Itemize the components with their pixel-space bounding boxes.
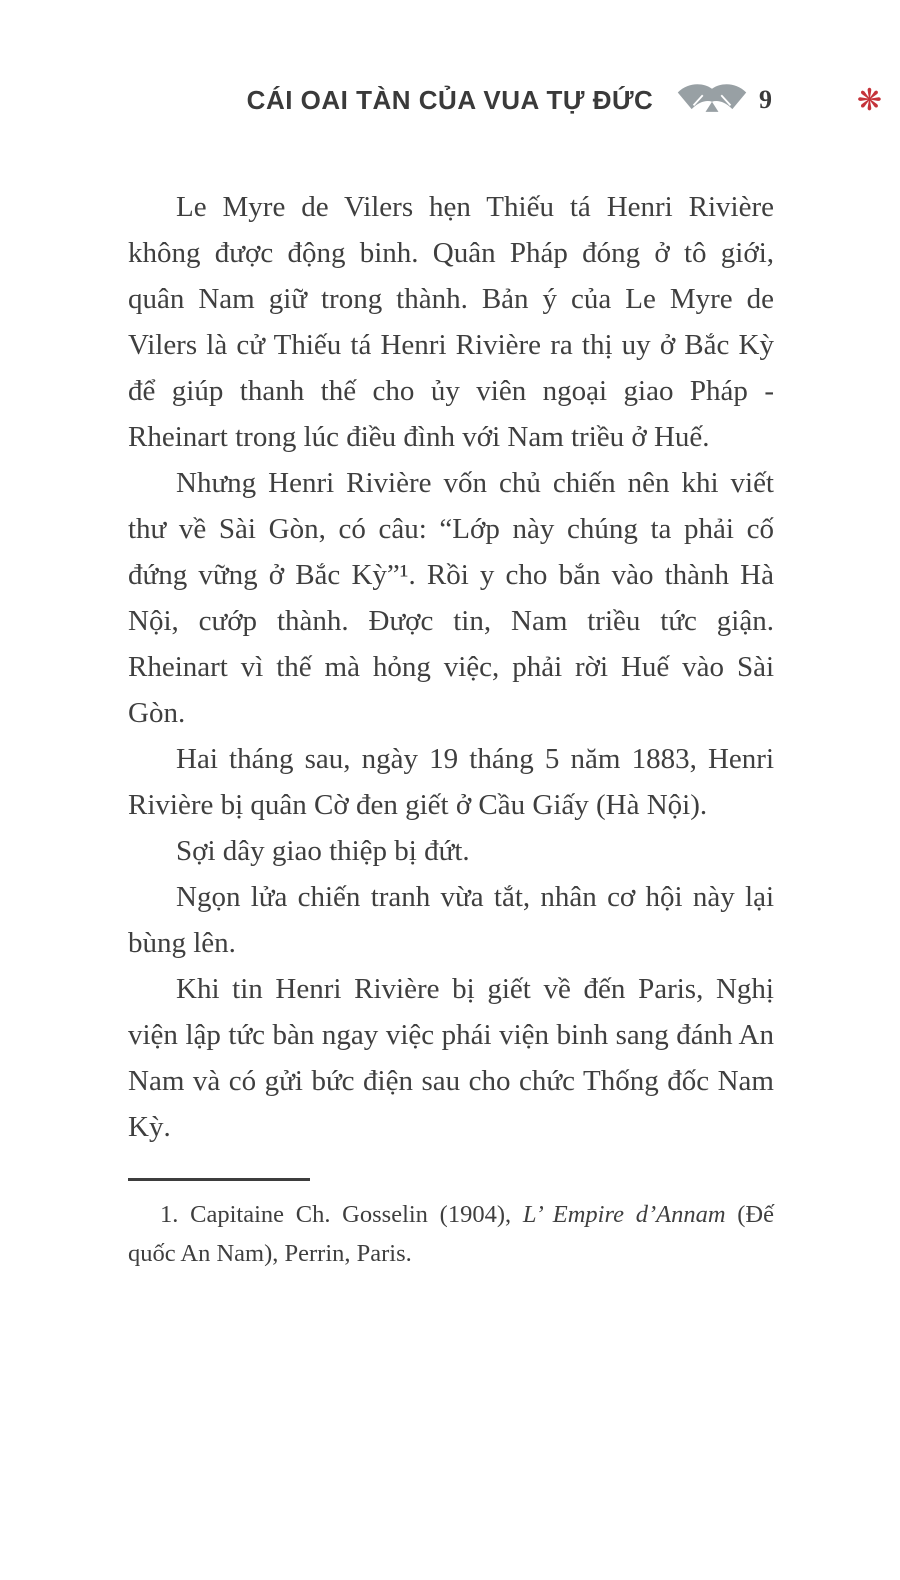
- paragraph: Nhưng Henri Rivière vốn chủ chiến nên khi viết thư về Sài Gòn, có câu: “Lớp này chúng ta phải cố đứng vững ở Bắc Kỳ”¹. Rồi y cho bắn vào thành Hà Nội, cướp thành. Được tin, Nam triều tức giận. Rheinart vì thế mà hỏng việc, phải rời Huế vào Sài Gòn.: [128, 467, 774, 729]
- footnote-suffix: (Đế quốc An Nam), Perrin, Paris.: [128, 1201, 774, 1267]
- book-page: [0, 80, 900, 1580]
- footnote-section: [128, 1178, 774, 1273]
- page-number: 9: [759, 85, 772, 114]
- paragraph: Ngọn lửa chiến tranh vừa tắt, nhân cơ hội này lại bùng lên.: [128, 881, 774, 959]
- paragraph: Le Myre de Vilers hẹn Thiếu tá Henri Rivière không được động binh. Quân Pháp đóng ở tô giới, quân Nam giữ trong thành. Bản ý của Le Myre de Vilers là cử Thiếu tá Henri Rivière ra thị uy ở Bắc Kỳ để giúp thanh thế cho ủy viên ngoại giao Pháp - Rheinart trong lúc điều đình với Nam triều ở Huế.: [128, 191, 774, 453]
- paragraph: Sợi dây giao thiệp bị đứt.: [176, 835, 470, 867]
- paragraph: Hai tháng sau, ngày 19 tháng 5 năm 1883, Henri Rivière bị quân Cờ đen giết ở Cầu Giấy (Hà Nội).: [128, 743, 774, 821]
- paragraph: Khi tin Henri Rivière bị giết về đến Paris, Nghị viện lập tức bàn ngay việc phái viện binh sang đánh An Nam và có gửi bức điện sau cho chức Thống đốc Nam Kỳ.: [128, 973, 774, 1143]
- footnote-rule: [128, 1178, 310, 1181]
- chapter-title: CÁI OAI TÀN CỦA VUA TỰ ĐỨC: [246, 85, 654, 115]
- footnote-prefix: 1. Capitaine Ch. Gosselin (1904),: [160, 1201, 523, 1228]
- flower-icon: ❋: [856, 83, 882, 118]
- footnote-text: [128, 1195, 774, 1273]
- page-header: [128, 80, 772, 120]
- page-body: [128, 184, 774, 1150]
- page-marker: [675, 80, 772, 120]
- footnote-book-title: L’ Empire d’Annam: [522, 1201, 726, 1228]
- open-book-icon: [675, 81, 749, 120]
